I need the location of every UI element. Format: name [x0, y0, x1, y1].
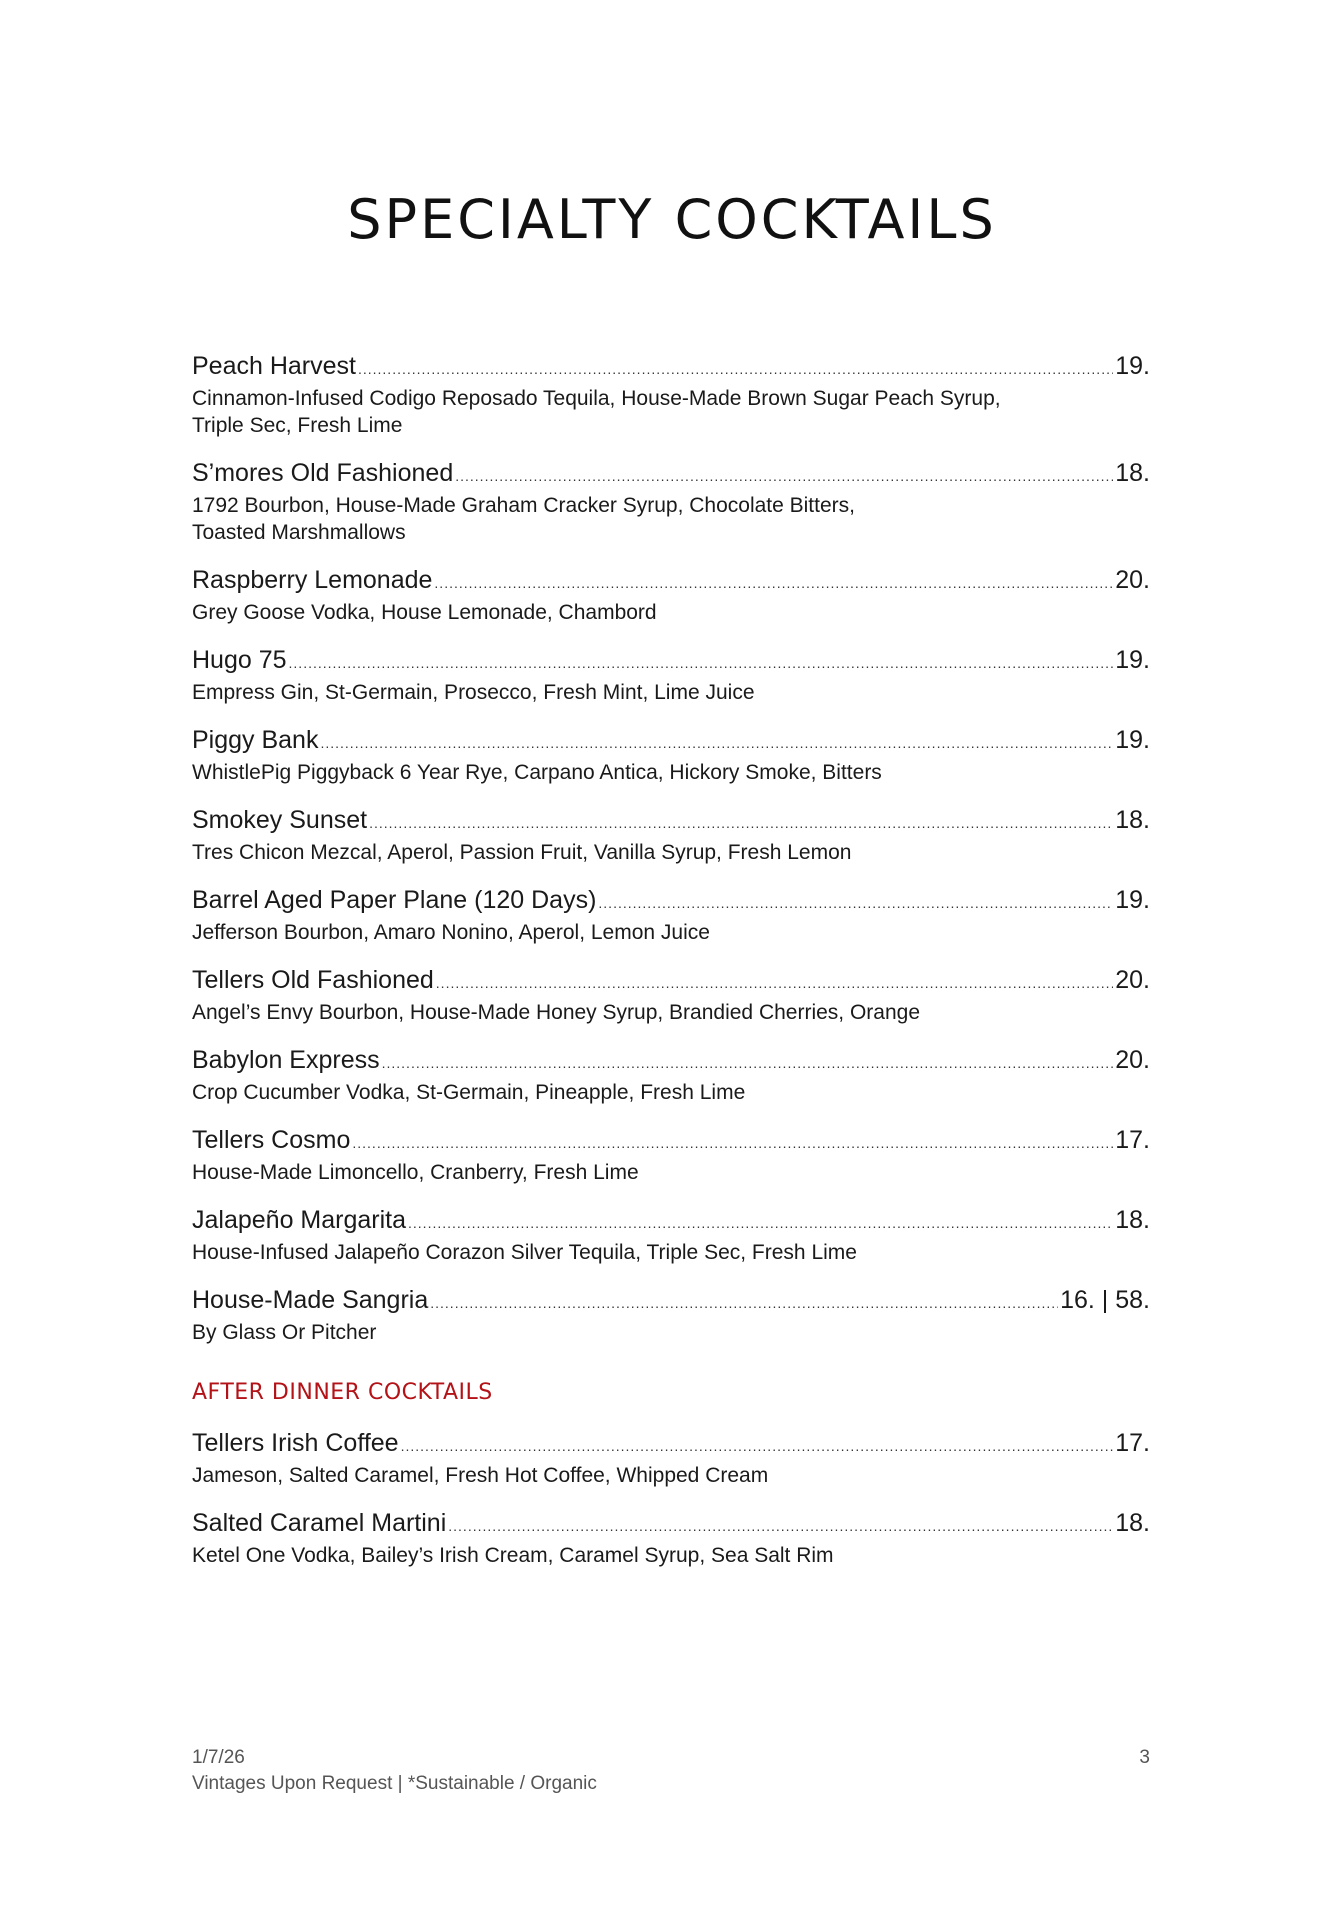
item-price: 20.: [1115, 1046, 1150, 1074]
item-name: Piggy Bank: [192, 726, 319, 754]
item-name: S’mores Old Fashioned: [192, 459, 454, 487]
item-name: Hugo 75: [192, 646, 287, 674]
menu-item: [192, 1204, 1150, 1266]
menu-item: [192, 1124, 1150, 1186]
item-name: Salted Caramel Martini: [192, 1509, 447, 1537]
dot-leader: [598, 887, 1113, 919]
dot-leader: [382, 1047, 1114, 1079]
item-description: Grey Goose Vodka, House Lemonade, Chambord: [192, 601, 657, 624]
item-name: Tellers Irish Coffee: [192, 1429, 399, 1457]
dot-leader: [352, 1127, 1113, 1159]
dot-leader: [436, 967, 1113, 999]
item-price: 19.: [1115, 886, 1150, 914]
page-number: 3: [1139, 1747, 1150, 1768]
dot-leader: [434, 567, 1113, 599]
footer-date: 1/7/26: [192, 1747, 245, 1768]
item-description: Angel’s Envy Bourbon, House-Made Honey Syrup, Brandied Cherries, Orange: [192, 1001, 921, 1024]
item-description: House-Made Limoncello, Cranberry, Fresh Lime: [192, 1161, 639, 1184]
dot-leader: [320, 727, 1113, 759]
item-price: 19.: [1115, 726, 1150, 754]
item-name: House-Made Sangria: [192, 1286, 429, 1314]
item-price: 19.: [1115, 352, 1150, 380]
menu: [192, 350, 1150, 1587]
item-price: 16. | 58.: [1060, 1286, 1150, 1314]
page-footer: [192, 1745, 1150, 1797]
dot-leader: [358, 353, 1113, 385]
dot-leader: [401, 1430, 1114, 1462]
item-description: Ketel One Vodka, Bailey’s Irish Cream, Caramel Syrup, Sea Salt Rim: [192, 1544, 834, 1567]
item-price: 18.: [1115, 459, 1150, 487]
item-name: Jalapeño Margarita: [192, 1206, 407, 1234]
menu-item: [192, 1507, 1150, 1569]
item-description: Tres Chicon Mezcal, Aperol, Passion Fruit, Vanilla Syrup, Fresh Lemon: [192, 841, 852, 864]
item-price: 17.: [1115, 1126, 1150, 1154]
item-price: 20.: [1115, 566, 1150, 594]
after-dinner-list: [192, 1427, 1150, 1569]
item-description: Cinnamon-Infused Codigo Reposado Tequila, House-Made Brown Sugar Peach Syrup, Triple Sec, Fresh Lime: [192, 387, 1001, 437]
item-name: Tellers Old Fashioned: [192, 966, 434, 994]
menu-item: [192, 1427, 1150, 1489]
item-description: House-Infused Jalapeño Corazon Silver Tequila, Triple Sec, Fresh Lime: [192, 1241, 857, 1264]
item-description: 1792 Bourbon, House-Made Graham Cracker Syrup, Chocolate Bitters, Toasted Marshmallows: [192, 494, 855, 544]
cocktail-list: [192, 350, 1150, 1346]
item-price: 18.: [1115, 1206, 1150, 1234]
item-name: Smokey Sunset: [192, 806, 368, 834]
item-name: Raspberry Lemonade: [192, 566, 433, 594]
menu-item: [192, 964, 1150, 1026]
menu-item: [192, 884, 1150, 946]
item-price: 19.: [1115, 646, 1150, 674]
item-name: Tellers Cosmo: [192, 1126, 351, 1154]
dot-leader: [369, 807, 1113, 839]
page-title: SPECIALTY COCKTAILS: [347, 188, 997, 251]
menu-item: [192, 457, 1150, 546]
menu-item: [192, 1044, 1150, 1106]
item-description: By Glass Or Pitcher: [192, 1321, 377, 1344]
dot-leader: [289, 647, 1114, 679]
dot-leader: [430, 1287, 1058, 1319]
footer-note: Vintages Upon Request | *Sustainable / Organic: [192, 1773, 597, 1794]
menu-item: [192, 644, 1150, 706]
item-price: 17.: [1115, 1429, 1150, 1457]
item-price: 18.: [1115, 806, 1150, 834]
menu-item: [192, 350, 1150, 439]
menu-item: [192, 1284, 1150, 1346]
section-heading-after-dinner: AFTER DINNER COCKTAILS: [192, 1380, 493, 1405]
item-description: Jameson, Salted Caramel, Fresh Hot Coffee, Whipped Cream: [192, 1464, 769, 1487]
item-name: Babylon Express: [192, 1046, 380, 1074]
item-name: Peach Harvest: [192, 352, 356, 380]
menu-item: [192, 804, 1150, 866]
menu-item: [192, 724, 1150, 786]
item-description: Empress Gin, St-Germain, Prosecco, Fresh Mint, Lime Juice: [192, 681, 755, 704]
dot-leader: [408, 1207, 1113, 1239]
item-description: Jefferson Bourbon, Amaro Nonino, Aperol, Lemon Juice: [192, 921, 710, 944]
item-description: Crop Cucumber Vodka, St-Germain, Pineapple, Fresh Lime: [192, 1081, 746, 1104]
item-description: WhistlePig Piggyback 6 Year Rye, Carpano Antica, Hickory Smoke, Bitters: [192, 761, 882, 784]
menu-item: [192, 564, 1150, 626]
item-name: Barrel Aged Paper Plane (120 Days): [192, 886, 597, 914]
dot-leader: [455, 460, 1113, 492]
dot-leader: [448, 1510, 1113, 1542]
item-price: 20.: [1115, 966, 1150, 994]
item-price: 18.: [1115, 1509, 1150, 1537]
